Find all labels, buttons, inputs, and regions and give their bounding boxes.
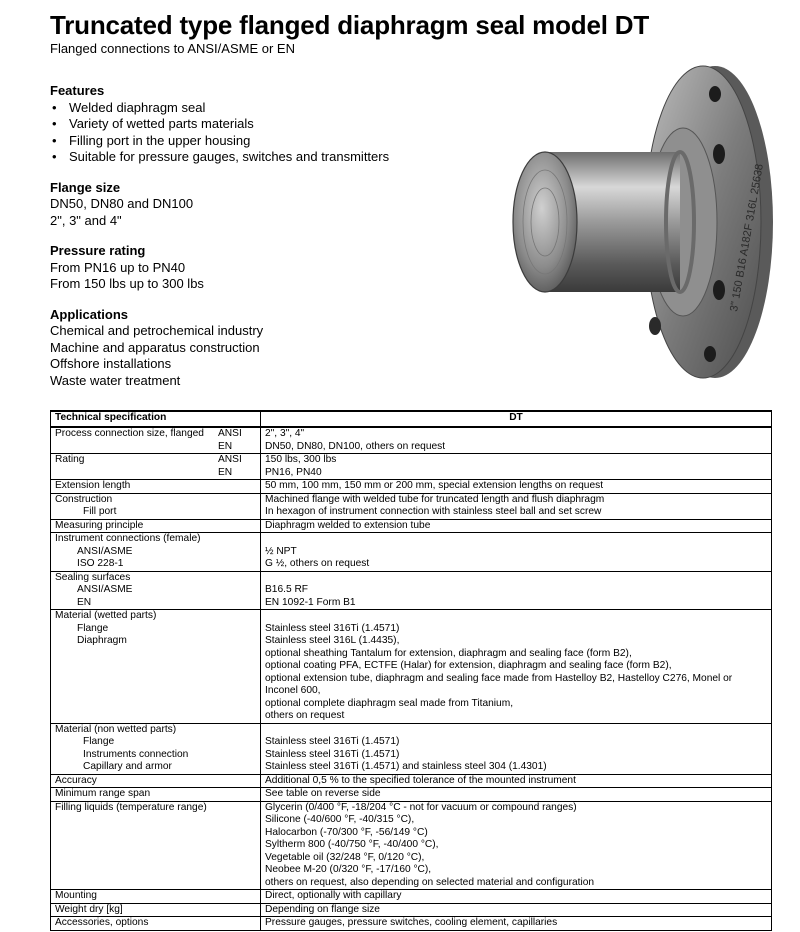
spec-sublabel: Flange bbox=[77, 622, 109, 634]
table-row bbox=[51, 454, 772, 480]
spec-sublabel: ISO 228-1 bbox=[77, 558, 124, 569]
application-line: Chemical and petrochemical industry bbox=[50, 323, 264, 338]
spec-label: Accuracy bbox=[55, 774, 97, 786]
product-photo bbox=[505, 62, 775, 380]
spec-label: Material (non wetted parts) bbox=[55, 723, 177, 735]
table-header-left: Technical specification bbox=[51, 411, 261, 427]
applications-section bbox=[50, 307, 470, 390]
spec-value: optional sheathing Tantalum for extension, diaphragm and sealing face (form B2), bbox=[265, 647, 632, 659]
bolt-hole bbox=[713, 280, 725, 300]
spec-value-cell bbox=[261, 801, 772, 890]
table-header-right: DT bbox=[261, 411, 772, 427]
spec-label-cell bbox=[51, 454, 261, 480]
spec-value-cell bbox=[261, 890, 772, 904]
technical-specification-table bbox=[50, 410, 772, 931]
spec-value: Vegetable oil (32/248 °F, 0/120 °C), bbox=[265, 851, 425, 863]
spec-value-cell bbox=[261, 454, 772, 480]
spec-label-cell bbox=[51, 610, 261, 724]
spec-value-cell bbox=[261, 427, 772, 454]
flange-marking: 3" 150 B16 A182F 316L 25638 bbox=[728, 163, 766, 313]
flange-size-heading: Flange size bbox=[50, 179, 121, 195]
spec-standard: ANSI bbox=[218, 428, 242, 439]
spec-value bbox=[265, 533, 767, 546]
table-row bbox=[51, 610, 772, 724]
spec-value: optional complete diaphragm seal made from Titanium, bbox=[265, 697, 514, 709]
spec-label: Extension length bbox=[55, 480, 131, 491]
table-row bbox=[51, 533, 772, 572]
spec-value: Stainless steel 316Ti (1.4571) bbox=[265, 736, 400, 747]
feature-item: • Welded diaphragm seal bbox=[50, 100, 470, 117]
features-list bbox=[50, 100, 470, 166]
table-row bbox=[51, 774, 772, 788]
spec-sublabel: Instruments connection bbox=[83, 748, 189, 760]
spec-value-cell bbox=[261, 519, 772, 533]
table-row bbox=[51, 903, 772, 917]
spec-value: others on request bbox=[265, 710, 345, 721]
spec-value: ½ NPT bbox=[265, 545, 297, 557]
bolt-hole bbox=[649, 317, 661, 335]
spec-value: 50 mm, 100 mm, 150 mm or 200 mm, special extension lengths on request bbox=[265, 480, 604, 491]
spec-value-cell bbox=[261, 480, 772, 494]
spec-sublabel: Diaphragm bbox=[77, 635, 127, 646]
spec-label: Weight dry [kg] bbox=[55, 903, 123, 915]
spec-label-cell bbox=[51, 890, 261, 904]
spec-value: Depending on flange size bbox=[265, 903, 380, 915]
spec-standard: EN bbox=[218, 440, 233, 452]
spec-value-cell bbox=[261, 610, 772, 724]
spec-value: Stainless steel 316Ti (1.4571) and stainless steel 304 (1.4301) bbox=[265, 761, 547, 772]
feature-item: • Filling port in the upper housing bbox=[50, 133, 470, 150]
table-row bbox=[51, 427, 772, 454]
page-subtitle: Flanged connections to ANSI/ASME or EN bbox=[50, 41, 295, 56]
spec-label: Measuring principle bbox=[55, 519, 144, 531]
spec-label: Material (wetted parts) bbox=[55, 610, 157, 621]
spec-value: Additional 0,5 % to the specified tolerance of the mounted instrument bbox=[265, 774, 576, 786]
spec-value-cell bbox=[261, 903, 772, 917]
pressure-rating-heading: Pressure rating bbox=[50, 243, 146, 258]
bolt-hole bbox=[713, 144, 725, 164]
spec-label: Mounting bbox=[55, 890, 97, 901]
diaphragm-face bbox=[513, 152, 577, 292]
spec-standard: ANSI bbox=[218, 454, 242, 465]
spec-label-cell bbox=[51, 427, 261, 454]
application-line: Machine and apparatus construction bbox=[50, 339, 260, 355]
table-body bbox=[51, 427, 772, 930]
spec-label-cell bbox=[51, 801, 261, 890]
table-row bbox=[51, 917, 772, 931]
spec-value: Stainless steel 316L (1.4435), bbox=[265, 635, 400, 646]
spec-sublabel: Flange bbox=[83, 736, 115, 747]
spec-label-cell bbox=[51, 723, 261, 774]
spec-value: optional coating PFA, ECTFE (Halar) for extension, diaphragm and sealing face (form B2), bbox=[265, 660, 672, 671]
spec-value: others on request, also depending on selected material and configuration bbox=[265, 876, 595, 888]
spec-value: Stainless steel 316Ti (1.4571) bbox=[265, 622, 400, 634]
spec-value: EN 1092-1 Form B1 bbox=[265, 596, 356, 608]
spec-value: Pressure gauges, pressure switches, cooling element, capillaries bbox=[265, 917, 558, 928]
spec-value: Inconel 600, bbox=[265, 685, 321, 696]
spec-label: Rating bbox=[55, 454, 85, 465]
spec-value-cell bbox=[261, 788, 772, 802]
spec-value-cell bbox=[261, 723, 772, 774]
spec-value-cell bbox=[261, 774, 772, 788]
table-row bbox=[51, 801, 772, 890]
spec-value: Diaphragm welded to extension tube bbox=[265, 519, 431, 531]
spec-value: Silicone (-40/600 °F, -40/315 °C), bbox=[265, 814, 415, 825]
spec-value: See table on reverse side bbox=[265, 788, 381, 799]
features-section bbox=[50, 83, 470, 166]
page-title: Truncated type flanged diaphragm seal model DT bbox=[50, 10, 650, 40]
spec-value: B16.5 RF bbox=[265, 584, 309, 595]
spec-label-cell bbox=[51, 480, 261, 494]
spec-label-cell bbox=[51, 493, 261, 519]
spec-label: Accessories, options bbox=[55, 917, 149, 928]
spec-value: Halocarbon (-70/300 °F, -56/149 °C) bbox=[265, 826, 428, 838]
spec-label: Filling liquids (temperature range) bbox=[55, 801, 207, 813]
table-row bbox=[51, 480, 772, 494]
spec-value-cell bbox=[261, 917, 772, 931]
spec-value-cell bbox=[261, 571, 772, 610]
spec-label-cell bbox=[51, 917, 261, 931]
product-summary bbox=[50, 83, 470, 403]
spec-sublabel: ANSI/ASME bbox=[77, 545, 133, 557]
table-row bbox=[51, 519, 772, 533]
spec-value: 2", 3", 4" bbox=[265, 428, 305, 439]
table-row bbox=[51, 571, 772, 610]
table-row bbox=[51, 723, 772, 774]
spec-value-cell bbox=[261, 493, 772, 519]
spec-label-cell bbox=[51, 788, 261, 802]
spec-value: Machined flange with welded tube for truncated length and flush diaphragm bbox=[265, 493, 605, 505]
applications-heading: Applications bbox=[50, 306, 129, 322]
spec-value: In hexagon of instrument connection with stainless steel ball and set screw bbox=[265, 506, 602, 517]
spec-label: Sealing surfaces bbox=[55, 571, 131, 583]
spec-label-cell bbox=[51, 571, 261, 610]
pressure-rating-line: From 150 lbs up to 300 lbs bbox=[50, 276, 204, 291]
spec-label-cell bbox=[51, 774, 261, 788]
spec-sublabel: Capillary and armor bbox=[83, 761, 172, 772]
feature-item: • Variety of wetted parts materials bbox=[50, 116, 470, 133]
spec-value: DN50, DN80, DN100, others on request bbox=[265, 440, 446, 452]
bolt-hole bbox=[709, 86, 721, 102]
feature-item: • Suitable for pressure gauges, switches and transmitters bbox=[50, 149, 470, 166]
application-line: Offshore installations bbox=[50, 356, 172, 371]
table-header-row bbox=[51, 411, 772, 427]
flange-size-line: 2", 3" and 4" bbox=[50, 212, 122, 228]
spec-label-cell bbox=[51, 903, 261, 917]
bolt-hole bbox=[704, 346, 716, 362]
spec-label: Process connection size, flanged bbox=[55, 428, 204, 439]
table-row bbox=[51, 493, 772, 519]
spec-value: 150 lbs, 300 lbs bbox=[265, 454, 337, 465]
spec-value: Direct, optionally with capillary bbox=[265, 890, 402, 901]
flange-size-section bbox=[50, 180, 470, 230]
spec-standard: EN bbox=[218, 466, 233, 478]
spec-label-cell bbox=[51, 533, 261, 572]
pressure-rating-section bbox=[50, 243, 470, 293]
spec-value-cell bbox=[261, 533, 772, 572]
spec-value bbox=[265, 724, 767, 737]
spec-sublabel: EN bbox=[77, 596, 92, 608]
spec-sublabel: Fill port bbox=[83, 506, 117, 517]
flange-size-line: DN50, DN80 and DN100 bbox=[50, 196, 194, 211]
features-heading: Features bbox=[50, 83, 105, 98]
spec-value: G ½, others on request bbox=[265, 558, 370, 569]
table-row bbox=[51, 890, 772, 904]
pressure-rating-line: From PN16 up to PN40 bbox=[50, 259, 186, 275]
spec-label: Instrument connections (female) bbox=[55, 533, 201, 544]
spec-value bbox=[265, 610, 767, 623]
spec-value: optional extension tube, diaphragm and sealing face made from Hastelloy B2, Hastelloy C276, Monel or bbox=[265, 672, 733, 684]
spec-sublabel: ANSI/ASME bbox=[77, 584, 133, 595]
table-row bbox=[51, 788, 772, 802]
spec-value: Syltherm 800 (-40/750 °F, -40/400 °C), bbox=[265, 839, 439, 850]
spec-label-cell bbox=[51, 519, 261, 533]
spec-value: PN16, PN40 bbox=[265, 466, 322, 478]
spec-label: Minimum range span bbox=[55, 788, 151, 799]
spec-value bbox=[265, 572, 767, 585]
spec-value: Glycerin (0/400 °F, -18/204 °C - not for vacuum or compound ranges) bbox=[265, 801, 577, 813]
spec-label: Construction bbox=[55, 493, 113, 505]
application-line: Waste water treatment bbox=[50, 372, 181, 388]
spec-value: Stainless steel 316Ti (1.4571) bbox=[265, 748, 400, 760]
spec-value: Neobee M-20 (0/320 °F, -17/160 °C), bbox=[265, 864, 432, 875]
